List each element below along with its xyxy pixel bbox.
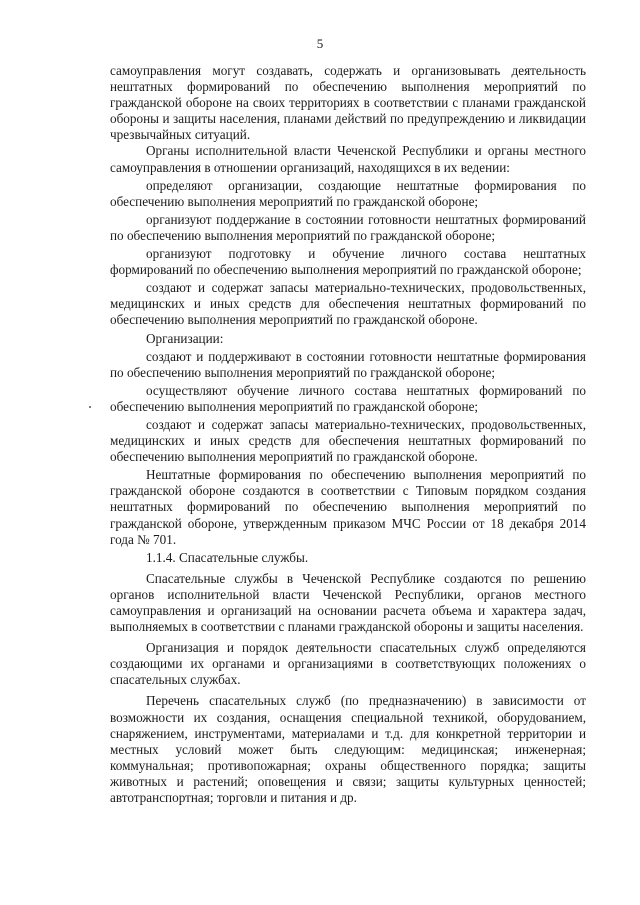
paragraph-authorities: Органы исполнительной власти Чеченской Республики и органы местного самоуправления в отношении организаций, находящихся в их ведении: — [110, 143, 586, 175]
paragraph-intro-continuation: самоуправления могут создавать, содержать и организовывать деятельность нештатных формирований по обеспечению выполнения мероприятий по гражданской обороне на своих территориях в соответствии с планами гражданской обороны и защиты населения, планами действий по предупреждению и ликвидации чрезвычайных ситуаций. — [110, 63, 586, 143]
document-body — [110, 63, 586, 806]
list-item-authorities-1: определяют организации, создающие нештатные формирования по обеспечению выполнения мероприятий по гражданской обороне; — [110, 177, 586, 209]
section-heading-rescue-services: 1.1.4. Спасательные службы. — [146, 549, 309, 565]
paragraph-nonstaff-formations: Нештатные формирования по обеспечению выполнения мероприятий по гражданской обороне создаются в соответствии с Типовым порядком создания нештатных формирований по обеспечению выполнения мероприятий по гражданской обороне, утвержденным приказом МЧС России от 18 декабря 2014 года № 701. — [110, 467, 586, 547]
page-number: 5 — [316, 36, 324, 51]
list-item-organizations-1: создают и поддерживают в состоянии готовности нештатные формирования по обеспечению выполнения мероприятий по гражданской обороне; — [110, 348, 586, 380]
list-item-authorities-3: организуют подготовку и обучение личного состава нештатных формирований по обеспечению выполнения мероприятий по гражданской обороне; — [110, 246, 586, 278]
list-item-organizations-3: создают и содержат запасы материально-технических, продовольственных, медицинских и иных средств для обеспечения нештатных формирований по обеспечению выполнения мероприятий по гражданской обороне. — [110, 416, 586, 465]
paragraph-rescue-services-list: Перечень спасательных служб (по предназначению) в зависимости от возможности их создания, оснащения специальной техникой, оборудованием, снаряжением, инструментами, материалами и т.д. для конкретной территории и местных условий может быть следующим: медицинская; инженерная; коммунальная; противопожарная; охраны общественного порядка; защиты животных и растений; оповещения и связи; защиты культурных ценностей; автотранспортная; торговли и питания и др. — [110, 693, 586, 806]
paragraph-rescue-services-creation: Спасательные службы в Чеченской Республике создаются по решению органов исполнительной власти Чеченской Республики, органов местного самоуправления и организаций на основании расчета объема и характера задач, выполняемых в соответствии с планами гражданской обороны и защиты населения. — [110, 570, 586, 635]
scan-speck — [89, 406, 91, 408]
list-item-authorities-4: создают и содержат запасы материально-технических, продовольственных, медицинских и иных средств для обеспечения нештатных формирований по обеспечению выполнения мероприятий по гражданской обороне. — [110, 280, 586, 328]
list-item-organizations-2: осуществляют обучение личного состава нештатных формирований по обеспечению выполнения мероприятий по гражданской обороне; — [110, 382, 586, 414]
paragraph-rescue-services-order: Организация и порядок деятельности спасательных служб определяются создающими их органами и организациями в соответствующих положениях о спасательных службах. — [110, 640, 586, 688]
paragraph-organizations: Организации: — [146, 330, 224, 346]
list-item-authorities-2: организуют поддержание в состоянии готовности нештатных формирований по обеспечению выполнения мероприятий по гражданской обороне; — [110, 211, 586, 243]
